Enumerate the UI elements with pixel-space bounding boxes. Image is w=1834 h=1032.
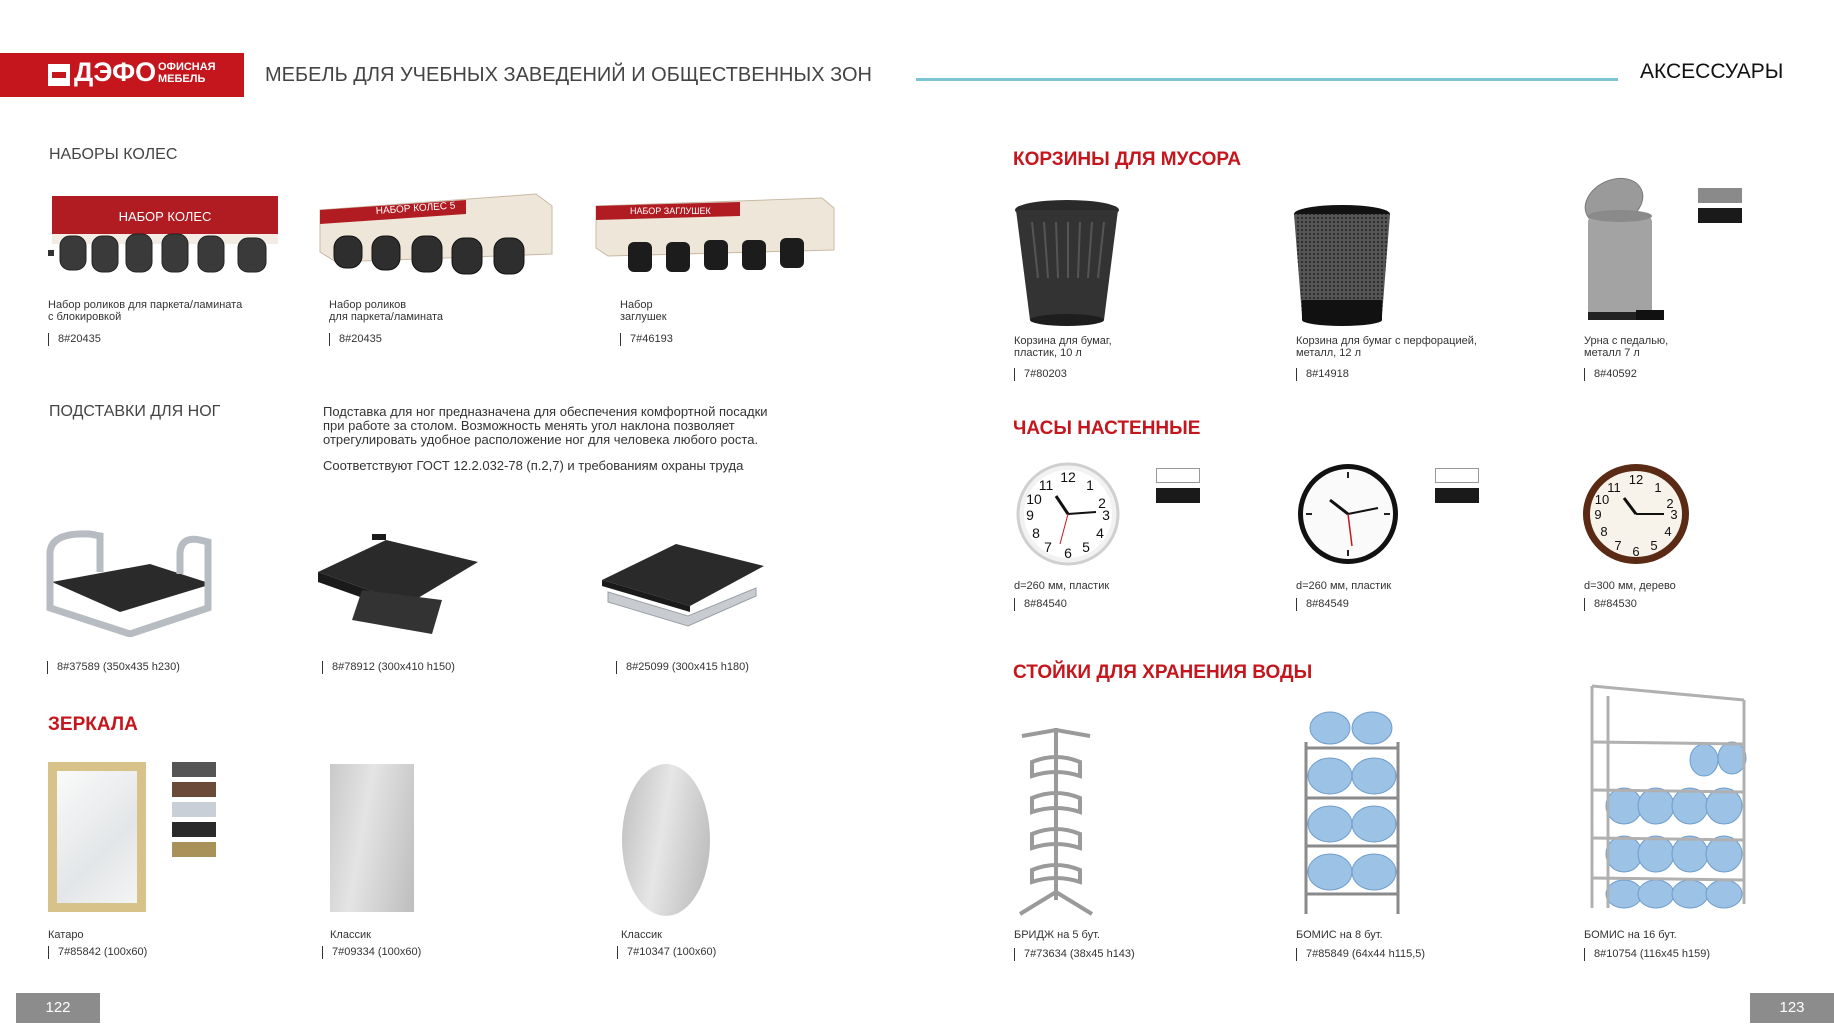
footrest-image-2 — [312, 530, 482, 640]
clock-caption-1: d=260 мм, пластик — [1014, 580, 1110, 592]
svg-text:9: 9 — [1594, 507, 1602, 522]
bin-code-2: 8#14918 — [1296, 368, 1349, 381]
wheel-caption-2: Набор роликов для паркета/ламината — [329, 299, 444, 323]
logo-brand: ДЭФО — [74, 57, 157, 87]
svg-text:3: 3 — [1670, 507, 1678, 522]
svg-text:2: 2 — [1098, 495, 1106, 511]
footrest-code-3: 8#25099 (300х415 h180) — [616, 661, 749, 674]
water-stand-8-image — [1302, 706, 1404, 916]
logo-subtitle: ОФИСНАЯ МЕБЕЛЬ — [158, 61, 216, 85]
wheel-code-2: 8#20435 — [329, 333, 382, 346]
wheel-code-1: 8#20435 — [48, 333, 101, 346]
svg-text:5: 5 — [1650, 538, 1658, 553]
mirror-image-classic-oval — [622, 764, 710, 916]
footrest-image-1 — [40, 512, 220, 637]
clock-swatches-1 — [1156, 468, 1200, 503]
svg-text:6: 6 — [1632, 544, 1640, 559]
svg-text:4: 4 — [1096, 525, 1104, 541]
svg-text:11: 11 — [1607, 480, 1621, 495]
mirror-caption-1: Катаро — [48, 929, 84, 941]
clock-image-white — [1016, 462, 1120, 566]
bin-caption-2: Корзина для бумаг с перфорацией, металл, 12 л — [1296, 335, 1477, 359]
catalog-title: МЕБЕЛЬ ДЛЯ УЧЕБНЫХ ЗАВЕДЕНИЙ И ОБЩЕСТВЕННЫХ ЗОН — [265, 64, 872, 86]
bin-caption-3: Урна с педалью, металл 7 л — [1584, 335, 1669, 359]
bin-image-plastic — [1012, 198, 1122, 328]
mirror-caption-2: Классик — [330, 929, 371, 941]
wheel-box-label-2: НАБОР КОЛЕС 5 — [375, 200, 456, 217]
mirror-code-3: 7#10347 (100х60) — [617, 946, 716, 959]
svg-text:8: 8 — [1600, 524, 1608, 539]
svg-text:1: 1 — [1086, 477, 1094, 493]
svg-text:4: 4 — [1664, 524, 1672, 539]
water-stand-16-image — [1586, 682, 1750, 910]
swatch-white — [1435, 468, 1479, 483]
mirror-swatches — [172, 762, 216, 857]
brand-logo — [0, 53, 244, 97]
svg-text:5: 5 — [1082, 539, 1090, 555]
swatch-black — [172, 822, 216, 837]
mirror-code-1: 7#85842 (100х60) — [48, 946, 147, 959]
svg-text:10: 10 — [1594, 492, 1610, 507]
mirror-image-kataro — [48, 762, 146, 912]
clock-image-black — [1296, 462, 1400, 566]
mirror-image-classic-rect — [330, 764, 414, 912]
svg-text:8: 8 — [1032, 525, 1040, 541]
svg-text:7: 7 — [1614, 538, 1622, 553]
water-caption-2: БОМИС на 8 бут. — [1296, 929, 1383, 941]
clock-caption-2: d=260 мм, пластик — [1296, 580, 1392, 592]
svg-text:3: 3 — [1102, 507, 1110, 523]
bin-swatches — [1698, 188, 1742, 223]
mirrors-heading: ЗЕРКАЛА — [48, 714, 138, 735]
water-stand-bridge-image — [1012, 722, 1102, 918]
header-divider — [916, 78, 1618, 81]
svg-text:1: 1 — [1654, 480, 1662, 495]
clock-code-2: 8#84549 — [1296, 598, 1349, 611]
wheels-heading: НАБОРЫ КОЛЕС — [49, 146, 178, 163]
footrest-code-2: 8#78912 (300х410 h150) — [322, 661, 455, 674]
water-code-2: 7#85849 (64х44 h115,5) — [1296, 948, 1425, 961]
footrests-description: Подставка для ног предназначена для обеспечения комфортной посадки при работе за столом. Возможность менять угол наклона позволяет отрегулировать удобное расположение ног для человека любого роста. Соответствуют ГОСТ 12.2.032-78 (п.2,7) и требованиям охраны труда — [323, 404, 768, 473]
svg-text:7: 7 — [1044, 539, 1052, 555]
page-number-left: 122 — [16, 993, 100, 1023]
swatch-walnut — [172, 782, 216, 797]
bins-heading: КОРЗИНЫ ДЛЯ МУСОРА — [1013, 149, 1242, 170]
svg-text:10: 10 — [1026, 491, 1042, 507]
clock-caption-3: d=300 мм, дерево — [1584, 580, 1676, 592]
logo-mark-icon — [48, 64, 70, 86]
plug-box-label: НАБОР ЗАГЛУШЕК — [630, 206, 711, 216]
mirror-caption-3: Классик — [621, 929, 662, 941]
wheel-set-image-1 — [46, 192, 286, 282]
clocks-heading: ЧАСЫ НАСТЕННЫЕ — [1013, 418, 1201, 439]
swatch-white — [1156, 468, 1200, 483]
swatch-dark-gray — [172, 762, 216, 777]
wheel-box-label-1: НАБОР КОЛЕС — [118, 209, 212, 224]
bin-caption-1: Корзина для бумаг, пластик, 10 л — [1014, 335, 1112, 359]
wheel-set-image-2 — [316, 192, 556, 284]
bin-code-3: 8#40592 — [1584, 368, 1637, 381]
footrests-heading: ПОДСТАВКИ ДЛЯ НОГ — [49, 403, 221, 420]
clock-image-wood — [1582, 462, 1690, 566]
swatch-gray — [1698, 188, 1742, 203]
section-title: АКСЕССУАРЫ — [1640, 60, 1784, 83]
water-code-3: 8#10754 (116х45 h159) — [1584, 948, 1710, 961]
bin-code-1: 7#80203 — [1014, 368, 1067, 381]
page-number-right: 123 — [1750, 993, 1834, 1023]
swatch-black — [1698, 208, 1742, 223]
plug-caption: Набор заглушек — [620, 299, 667, 323]
svg-text:6: 6 — [1064, 545, 1072, 561]
clock-swatches-2 — [1435, 468, 1479, 503]
footrest-code-1: 8#37589 (350х435 h230) — [47, 661, 180, 674]
clock-code-1: 8#84540 — [1014, 598, 1067, 611]
water-code-1: 7#73634 (38х45 h143) — [1014, 948, 1135, 961]
mirror-code-2: 7#09334 (100х60) — [322, 946, 421, 959]
bin-image-pedal — [1580, 176, 1670, 328]
footrest-image-3 — [596, 530, 766, 630]
water-heading: СТОЙКИ ДЛЯ ХРАНЕНИЯ ВОДЫ — [1013, 662, 1313, 683]
svg-text:2: 2 — [1666, 496, 1674, 511]
svg-text:12: 12 — [1628, 472, 1644, 487]
swatch-gold — [172, 842, 216, 857]
swatch-black — [1435, 488, 1479, 503]
water-caption-1: БРИДЖ на 5 бут. — [1014, 929, 1100, 941]
bin-image-mesh — [1292, 204, 1392, 330]
plug-set-image — [590, 192, 840, 284]
clock-code-3: 8#84530 — [1584, 598, 1637, 611]
water-caption-3: БОМИС на 16 бут. — [1584, 929, 1677, 941]
swatch-silver — [172, 802, 216, 817]
svg-text:12: 12 — [1060, 469, 1076, 485]
wheel-caption-1: Набор роликов для паркета/ламината с блокировкой — [48, 299, 243, 323]
plug-code: 7#46193 — [620, 333, 673, 346]
svg-text:9: 9 — [1026, 507, 1034, 523]
svg-text:11: 11 — [1038, 477, 1054, 493]
swatch-black — [1156, 488, 1200, 503]
